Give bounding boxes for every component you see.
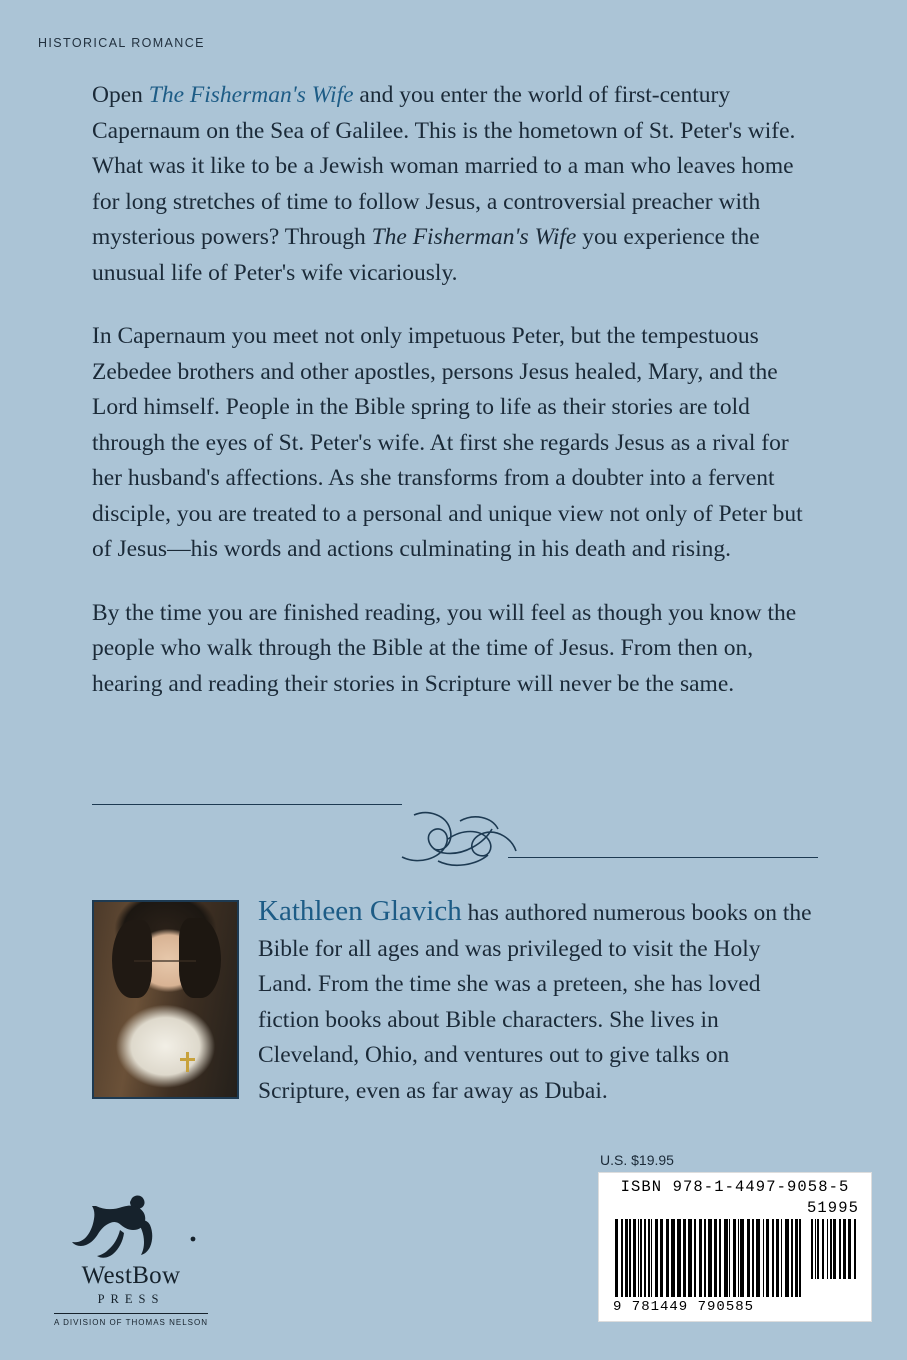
author-photo xyxy=(92,900,239,1099)
barcode-bar xyxy=(763,1219,764,1297)
author-bio-text: has authored numerous books on the Bible for all ages and was privileged to visit the Holy Land. From the time she was a preteen, she has loved fiction books about Bible characters. She lives in Cleveland, Ohio, and ventures out to give talks on Scripture, even as far away as Dubai. xyxy=(258,900,812,1104)
barcode-bar xyxy=(854,1219,856,1279)
barcode-bar xyxy=(677,1219,681,1297)
book-title-mention-1: The Fisherman's Wife xyxy=(148,82,354,108)
portrait-hair-left xyxy=(112,920,152,998)
barcode-bar xyxy=(776,1219,779,1297)
barcode-bar xyxy=(629,1219,631,1297)
barcode-bar xyxy=(827,1219,828,1279)
barcode-bar xyxy=(671,1219,675,1297)
publisher-press-label: PRESS xyxy=(97,1292,165,1306)
barcode-bar xyxy=(772,1219,774,1297)
barcode-bar xyxy=(833,1219,836,1279)
divider-rule-right xyxy=(508,857,818,858)
publisher-name: WestBow xyxy=(81,1262,181,1289)
barcode-bar xyxy=(781,1219,782,1297)
barcode-bar xyxy=(615,1219,618,1297)
barcode-bar xyxy=(729,1219,730,1297)
barcode-bars-addon xyxy=(811,1219,859,1279)
barcode-bar xyxy=(708,1219,712,1297)
barcode-bar xyxy=(811,1219,813,1279)
blurb-p1-part-b: and you enter the world of first-century Capernaum on the Sea of Galilee. This is the hometown of St. Peter's wife. What was it like to be a Jewish woman married to a man who leaves home for long stretches of time to follow Jesus, a controversial preacher with mysterious powers? Through xyxy=(92,82,796,250)
barcode-bar xyxy=(740,1219,744,1297)
divider-rule-left xyxy=(92,804,402,805)
barcode-bar xyxy=(733,1219,736,1297)
barcode-bar xyxy=(815,1219,816,1279)
book-title-mention-2: The Fisherman's Wife xyxy=(371,224,577,250)
author-name: Kathleen Glavich xyxy=(258,895,462,927)
barcode-bar xyxy=(704,1219,706,1297)
barcode-bar xyxy=(752,1219,754,1297)
barcode-bar xyxy=(666,1219,669,1297)
barcode-bar xyxy=(795,1219,798,1297)
publisher-division-label: A DIVISION OF THOMAS NELSON xyxy=(54,1318,208,1327)
portrait-glasses xyxy=(134,960,196,976)
blurb-p1-part-c: you experience the unusual life of Peter's wife vicariously. xyxy=(92,224,760,286)
isbn-text: ISBN 978-1-4497-9058-5 xyxy=(620,1178,850,1196)
barcode-bar xyxy=(644,1219,646,1297)
blurb-paragraph-3: By the time you are finished reading, you will feel as though you know the people who walk through the Bible at the time of Jesus. From then on, hearing and reading their stories in Scripture will never be the same. xyxy=(92,599,797,697)
barcode-bar xyxy=(699,1219,702,1297)
barcode-bar xyxy=(766,1219,769,1297)
barcode-bar xyxy=(843,1219,846,1279)
portrait-hair-right xyxy=(179,918,221,998)
barcode-bar xyxy=(799,1219,801,1297)
barcode-bar xyxy=(651,1219,652,1297)
publisher-logo xyxy=(36,1190,226,1327)
barcode-ean-digits: 9 781449 790585 xyxy=(613,1299,755,1315)
blurb-p1-part-a: Open xyxy=(92,82,149,108)
flourish-ornament-icon xyxy=(388,795,528,875)
blurb-text xyxy=(92,78,818,702)
barcode-bar xyxy=(683,1219,686,1297)
publisher-figure-icon xyxy=(36,1190,226,1262)
barcode-bar xyxy=(655,1219,658,1297)
barcode-bars-main xyxy=(615,1219,803,1297)
barcode-bar xyxy=(830,1219,832,1279)
genre-label: HISTORICAL ROMANCE xyxy=(38,36,205,50)
barcode-bar xyxy=(791,1219,793,1297)
barcode-bar xyxy=(714,1219,717,1297)
barcode-bar xyxy=(638,1219,639,1297)
barcode-bar xyxy=(625,1219,628,1297)
barcode-bar xyxy=(817,1219,819,1279)
price-label: U.S. $19.95 xyxy=(600,1152,674,1168)
barcode-bar xyxy=(688,1219,692,1297)
barcode-bar xyxy=(719,1219,721,1297)
barcode-bar xyxy=(839,1219,841,1279)
barcode-bar xyxy=(694,1219,696,1297)
barcode-bar xyxy=(660,1219,663,1297)
barcode-bar xyxy=(724,1219,728,1297)
portrait-cross-pendant xyxy=(186,1052,189,1072)
barcode-bar xyxy=(633,1219,636,1297)
barcode-bar xyxy=(756,1219,760,1297)
publisher-rule xyxy=(54,1313,208,1314)
barcode-bar xyxy=(822,1219,824,1279)
blurb-paragraph-1 xyxy=(92,78,818,291)
barcode-bar xyxy=(621,1219,623,1297)
barcode-addon-digits: 51995 xyxy=(806,1199,859,1217)
author-bio xyxy=(258,894,818,1109)
ornamental-divider xyxy=(92,795,818,875)
barcode-bar xyxy=(848,1219,851,1279)
blurb-paragraph-2: In Capernaum you meet not only impetuous Peter, but the tempestuous Zebedee brothers and other apostles, persons Jesus healed, Mary, and the Lord himself. People in the Bible spring to life as their stories are told through the eyes of St. Peter's wife. At first she regards Jesus as a rival for her husband's affections. As she transforms from a doubter into a fervent disciple, you are treated to a personal and unique view not only of Peter but of Jesus—his words and actions culminating in his death and rising. xyxy=(92,323,803,562)
barcode-bar xyxy=(738,1219,739,1297)
barcode-bar xyxy=(747,1219,750,1297)
barcode-bar xyxy=(640,1219,642,1297)
barcode-bar xyxy=(785,1219,789,1297)
barcode xyxy=(598,1172,872,1322)
barcode-bar xyxy=(648,1219,650,1297)
